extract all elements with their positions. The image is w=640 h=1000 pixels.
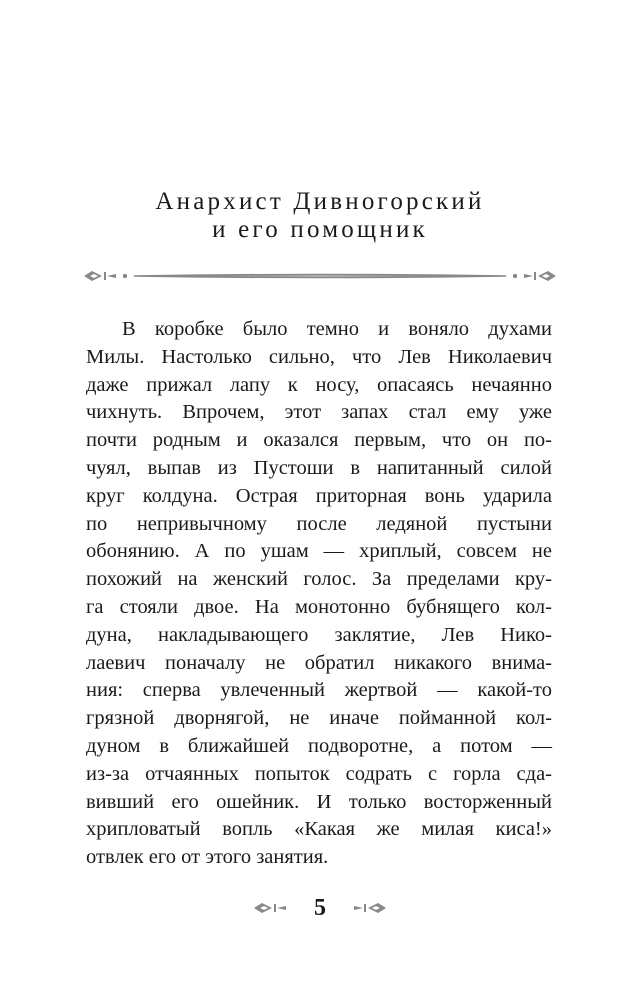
chapter-title-line-2: и его помощник xyxy=(212,216,428,243)
body-paragraph xyxy=(86,316,552,872)
text-line: круг колдуна. Острая приторная вонь ударила xyxy=(86,484,552,507)
text-line: почти родным и оказался первым, что он по- xyxy=(86,429,552,452)
text-line: похожий на женский голос. За пределами кру- xyxy=(86,568,552,591)
text-line: из-за отчаянных попыток содрать с горла сда- xyxy=(86,762,552,785)
page-number-ornament-right xyxy=(344,900,400,916)
text-line: отвлек его от этого занятия. xyxy=(86,846,329,869)
chapter-title-line-1: Анархист Дивногорский xyxy=(155,188,485,215)
text-line: дуна, накладывающего заклятие, Лев Нико- xyxy=(86,623,552,646)
text-line: даже прижал лапу к носу, опасаясь нечаянно xyxy=(86,373,552,396)
text-line: хрипловатый вопль «Какая же милая киса!» xyxy=(86,818,552,841)
text-line: грязной дворнягой, не иначе пойманной кол- xyxy=(86,707,552,730)
text-line: Милы. Настолько сильно, что Лев Николаевич xyxy=(86,345,552,368)
divider-ornament xyxy=(70,268,570,284)
text-line: дуном в ближайшей подворотне, а потом — xyxy=(86,734,552,757)
text-line: по непривычному после ледяной пустыни xyxy=(86,512,552,535)
text-line: га стояли двое. На монотонно бубнящего кол- xyxy=(86,595,552,618)
text-line: чихнуть. Впрочем, этот запах стал ему уже xyxy=(86,401,552,424)
text-line: вивший его ошейник. И только восторженный xyxy=(86,790,552,813)
text-line: чуял, выпав из Пустоши в напитанный силой xyxy=(86,456,552,479)
page-number: 5 xyxy=(314,895,326,921)
text-line: обонянию. А по ушам — хриплый, совсем не xyxy=(86,540,552,563)
text-line: В коробке было темно и воняло духами xyxy=(122,318,552,340)
text-line: ния: сперва увлеченный жертвой — какой-то xyxy=(86,679,552,702)
text-line: лаевич поначалу не обратил никакого внима- xyxy=(86,651,552,674)
